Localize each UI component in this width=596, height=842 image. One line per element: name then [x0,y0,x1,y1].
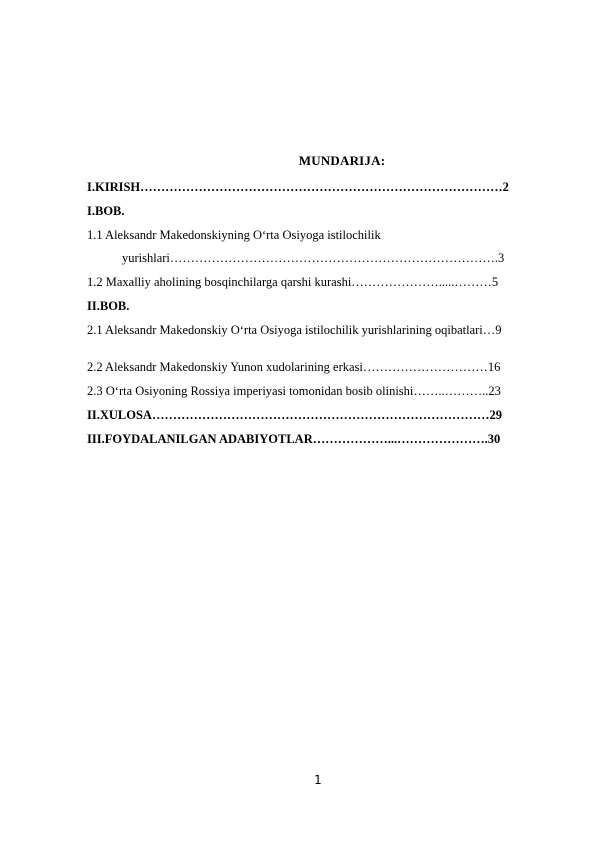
toc-entry-adabiyotlar: III.FOYDALANILGAN ADABIYOTLAR………………...………………….30 [87,432,501,446]
toc-entry-2-1: 2.1 Aleksandr Makedonskiy O‘rta Osiyoga istilochilik yurishlarining oqibatlari…9 [87,323,502,337]
page-number: 1 [314,773,322,787]
toc-entry-chapter-1: I.BOB. [87,204,125,218]
toc-entry-kirish: I.KIRISH……………………………………………………………………………2 [87,180,509,194]
toc-entry-1-2: 1.2 Maxalliy aholining bosqinchilarga qarshi kurashi………………….....………5 [87,275,499,289]
page-title: MUNDARIJA: [298,153,386,168]
toc-entry-2-2: 2.2 Aleksandr Makedonskiy Yunon xudolarining erkasi…………………………16 [87,360,501,374]
toc-entry-2-3: 2.3 O‘rta Osiyoning Rossiya imperiyasi tomonidan bosib olinishi……..………..23 [87,384,501,398]
toc-entry-1-1: 1.1 Aleksandr Makedonskiyning O‘rta Osiyoga istilochilik [87,228,381,242]
toc-entry-chapter-2: II.BOB. [87,299,130,313]
toc-entry-1-1-continued: yurishlari…………………………………………………………………….3 [122,251,505,265]
toc-entry-xulosa: II.XULOSA………………………………………………………………………29 [87,408,502,422]
